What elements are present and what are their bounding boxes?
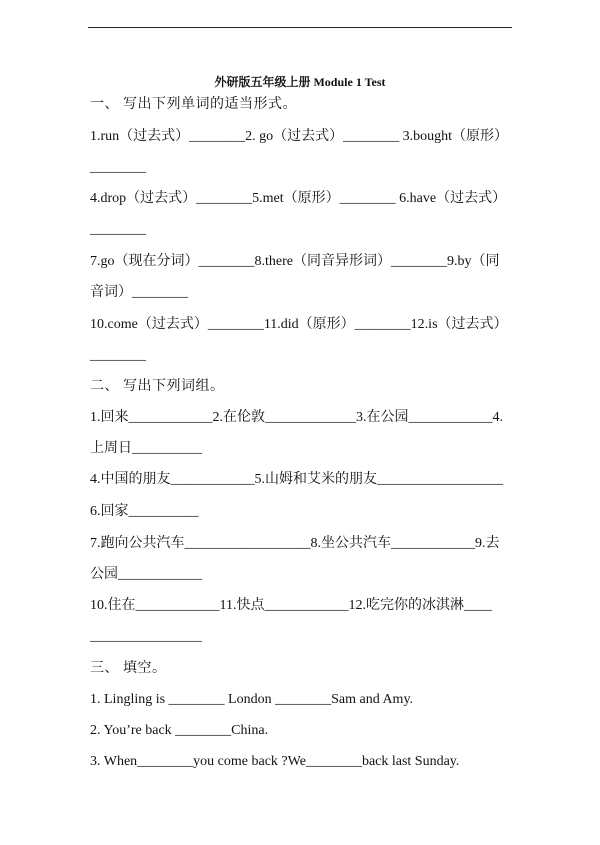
section1-line-7: 10.come（过去式）________11.did（原形）________12.is（过去式） xyxy=(90,317,508,332)
section2-line-7: 10.住在____________11.快点____________12.吃完你的冰淇淋____ xyxy=(90,598,492,613)
section1-line-1: 1.run（过去式）________2. go（过去式）________ 3.bought（原形） xyxy=(90,129,509,144)
worksheet-title: 外研版五年级上册 Module 1 Test xyxy=(214,75,386,89)
section1-line-3: 4.drop（过去式）________5.met（原形）________ 6.have（过去式） xyxy=(90,191,507,206)
section1-line-8: ________ xyxy=(90,348,146,363)
section3-line-1: 1. Lingling is ________ London ________Sam and Amy. xyxy=(90,692,414,707)
section1-line-2: ________ xyxy=(90,160,146,175)
section3-line-2: 2. You’re back ________China. xyxy=(90,723,269,738)
section3-line-3: 3. When________you come back ?We________back last Sunday. xyxy=(90,754,460,769)
section2-heading: 二、 写出下列词组。 xyxy=(90,379,225,394)
section1-line-5: 7.go（现在分词）________8.there（同音异形词）________9.by（同 xyxy=(90,254,500,269)
section2-line-5: 7.跑向公共汽车__________________8.坐公共汽车____________9.去 xyxy=(90,536,500,551)
section1-line-4: ________ xyxy=(90,222,146,237)
section2-line-4: 6.回家__________ xyxy=(90,504,199,519)
section2-line-3: 4.中国的朋友____________5.山姆和艾米的朋友__________________ xyxy=(90,472,503,487)
section1-line-6: 音词）________ xyxy=(90,285,188,300)
section1-heading: 一、 写出下列单词的适当形式。 xyxy=(90,97,297,112)
header-rule xyxy=(88,27,512,28)
section2-line-8: ________________ xyxy=(90,629,202,644)
section2-line-2: 上周日__________ xyxy=(90,441,202,456)
section2-line-1: 1.回来____________2.在伦敦_____________3.在公园____________4. xyxy=(90,410,503,425)
section2-line-6: 公园____________ xyxy=(90,567,202,582)
section3-heading: 三、 填空。 xyxy=(90,661,167,676)
